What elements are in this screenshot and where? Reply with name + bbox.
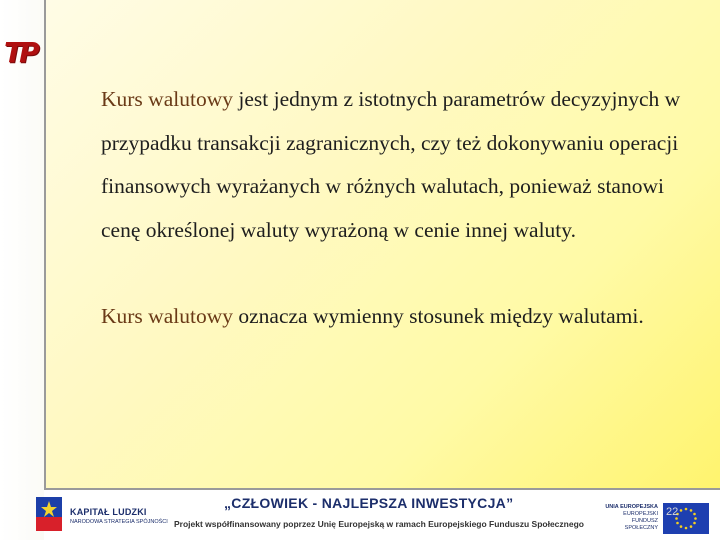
page-number: 22 (666, 506, 679, 518)
eu-label (598, 504, 658, 532)
term-highlight: Kurs walutowy (101, 304, 233, 328)
eu-label-line1: UNIA EUROPEJSKA (605, 504, 658, 510)
eu-label-line3: FUNDUSZ SPOŁECZNY (624, 518, 658, 531)
paragraph-definition (101, 78, 701, 252)
kapital-ludzki-logo (36, 497, 62, 531)
paragraph-text: jest jednym z istotnych parametrów decyzyjnych w przypadku transakcji zagranicznych, czy też dokonywaniu operacji finansowych wyrażanych w różnych walutach, ponieważ stanowi cenę określonej waluty wyrażoną w cenie innej waluty. (101, 87, 681, 242)
paragraph-text: oznacza wymienny stosunek między walutami. (232, 304, 644, 328)
left-margin-strip (0, 0, 44, 540)
tp-logo: TP (4, 36, 36, 69)
project-note: Projekt współfinansowany poprzez Unię Europejską w ramach Europejskiego Funduszu Społecznego (174, 519, 584, 529)
term-highlight: Kurs walutowy (101, 87, 233, 111)
kapital-ludzki-subtitle: NARODOWA STRATEGIA SPÓJNOŚCI (70, 519, 168, 525)
campaign-slogan: „CZŁOWIEK - NAJLEPSZA INWESTYCJA” (224, 495, 514, 511)
eu-label-line2: EUROPEJSKI (623, 511, 658, 517)
slide-content (101, 78, 701, 339)
paragraph-meaning (101, 295, 701, 339)
kapital-ludzki-title: KAPITAŁ LUDZKI (70, 507, 147, 517)
